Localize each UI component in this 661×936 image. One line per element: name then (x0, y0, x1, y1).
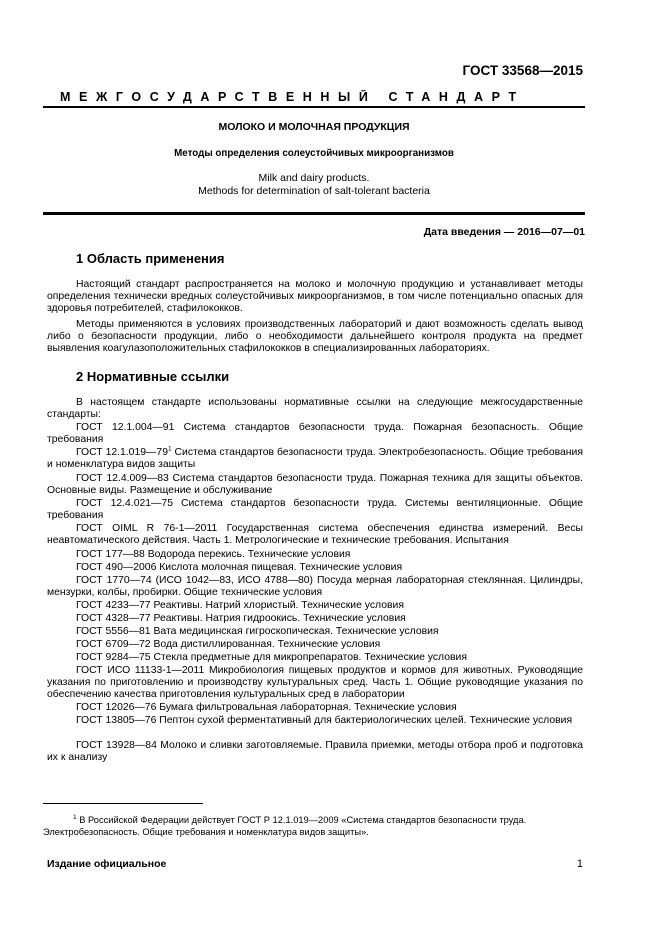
top-rule (43, 106, 585, 108)
reference-item: ГОСТ 12.4.021—75 Система стандартов безопасности труда. Системы вентиляционные. Общие требования (47, 498, 583, 521)
section-2-intro: В настоящем стандарте использованы нормативные ссылки на следующие межгосударственные стандарты: (47, 397, 583, 420)
footnote (43, 814, 583, 838)
reference-item: ГОСТ 13928—84 Молоко и сливки заготовляемые. Правила приемки, методы отбора проб и подготовка их к анализу (47, 740, 583, 763)
reference-item: ГОСТ 12026—76 Бумага фильтровальная лабораторная. Технические условия (76, 702, 457, 713)
reference-item: ГОСТ 4233—77 Реактивы. Натрий хлористый. Технические условия (76, 600, 404, 611)
title-english-line-1: Milk and dairy products. (258, 172, 370, 184)
reference-item (47, 447, 583, 471)
section-2-heading: 2 Нормативные ссылки (76, 369, 230, 384)
section-1-paragraph-2: Методы применяются в условиях производственных лабораторий и дают возможность сделать вывод либо о безопасности продукции, либо о необходимости дальнейшего контроля продукта на предмет выявления коагулазоположительных стафилококков в специализированных лабораториях. (47, 319, 583, 354)
title-english-line-2: Methods for determination of salt-tolerant bacteria (198, 185, 430, 197)
footnote-rule (43, 803, 203, 804)
footnote-text: В Российской Федерации действует ГОСТ Р 12.1.019—2009 «Система стандартов безопасности труда. Электробезопасность. Общие требования и номенклатура видов защиты». (43, 815, 527, 837)
title-russian: МОЛОКО И МОЛОЧНАЯ ПРОДУКЦИЯ (218, 121, 410, 133)
introduction-date: Дата введения — 2016—07—01 (423, 226, 585, 238)
page-number: 1 (576, 858, 583, 870)
footnote-mark: 1 (167, 445, 172, 453)
reference-item: ГОСТ OIML R 76-1—2011 Государственная система обеспечения единства измерений. Весы неавтоматического действия. Часть 1. Метрологические и технические требования. Испытания (47, 523, 583, 546)
reference-code: ГОСТ 12.1.019—79 (76, 447, 168, 458)
reference-item: ГОСТ 9284—75 Стекла предметные для микропрепаратов. Технические условия (76, 652, 467, 663)
reference-text: Система стандартов безопасности труда. Электробезопасность. Общие требования и номенклатура видов защиты (47, 447, 583, 470)
interstate-standard-heading: МЕЖГОСУДАРСТВЕННЫЙ СТАНДАРТ (60, 90, 525, 104)
reference-item: ГОСТ 177—88 Водорода перекись. Технические условия (76, 549, 351, 560)
reference-item: ГОСТ ИСО 11133-1—2011 Микробиология пищевых продуктов и кормов для животных. Руководящие указания по приготовлению и производству культуральных сред. Часть 1. Общие руководящие указания по обеспечению качества приготовления культуральных сред в лаборатории (47, 665, 583, 700)
reference-item: ГОСТ 4328—77 Реактивы. Натрия гидроокись. Технические условия (76, 613, 406, 624)
official-edition-label: Издание официальное (47, 858, 167, 870)
title-bottom-rule (43, 212, 585, 215)
section-1-heading: 1 Область применения (76, 251, 225, 266)
subtitle-russian: Методы определения солеустойчивых микроорганизмов (174, 148, 454, 159)
reference-item: ГОСТ 13805—76 Пептон сухой ферментативный для бактериологических целей. Технические условия (76, 715, 573, 726)
section-1-paragraph-1: Настоящий стандарт распространяется на молоко и молочную продукцию и устанавливает методы определения технически вредных солеустойчивых микроорганизмов, в том числе потенциально опасных для здоровья потребителей, стафилококков. (47, 279, 583, 314)
reference-item: ГОСТ 12.1.004—91 Система стандартов безопасности труда. Пожарная безопасность. Общие требования (47, 422, 583, 445)
reference-item: ГОСТ 1770—74 (ИСО 1042—83, ИСО 4788—80) Посуда мерная лабораторная стеклянная. Цилиндры, мензурки, колбы, пробирки. Общие технические условия (47, 575, 583, 598)
reference-item: ГОСТ 5556—81 Вата медицинская гигроскопическая. Технические условия (76, 626, 439, 637)
reference-item: ГОСТ 6709—72 Вода дистиллированная. Технические условия (76, 639, 381, 650)
footnote-number: 1 (73, 813, 77, 821)
reference-item: ГОСТ 490—2006 Кислота молочная пищевая. Технические условия (76, 562, 403, 573)
reference-item: ГОСТ 12.4.009—83 Система стандартов безопасности труда. Пожарная техника для защиты объектов. Основные виды. Размещение и обслуживание (47, 473, 583, 496)
document-number: ГОСТ 33568—2015 (462, 63, 583, 78)
